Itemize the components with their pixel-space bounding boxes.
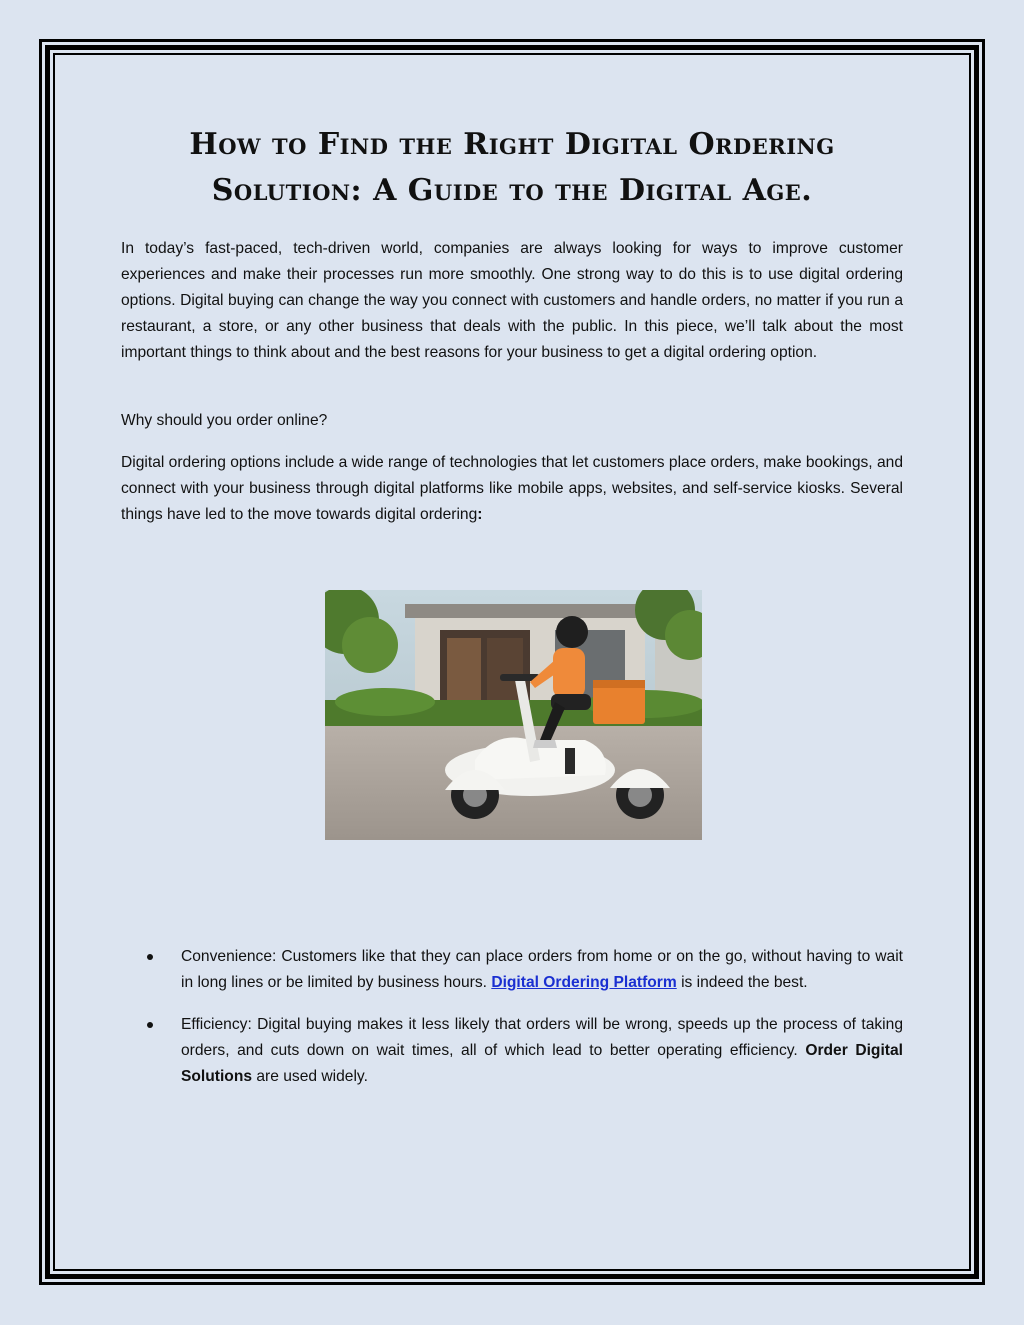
intro-paragraph: In today’s fast-paced, tech-driven world, companies are always looking for ways to improve customer experiences and make their processes run more smoothly. One strong way to do this is to use digital ordering options. Digital buying can change the way you connect with customers and handle orders, no matter if you run a restaurant, a store, or any other business that deals with the public. In this piece, we’ll talk about the most important things to think about and the best reasons for your business to get a digital ordering option. <box>121 240 903 361</box>
convenience-text: Convenience: Customers like that they can place orders from home or on the go, without having to wait in long lines or be limited by business hours. <box>181 948 903 991</box>
explanation-paragraph <box>121 450 903 528</box>
convenience-text-end: is indeed the best. <box>676 974 808 991</box>
bullet-icon <box>147 954 153 960</box>
delivery-scooter-photo <box>325 590 702 840</box>
document-title <box>120 122 904 214</box>
list-item-convenience <box>121 944 903 996</box>
benefits-list <box>121 944 903 1106</box>
list-item-efficiency <box>121 1012 903 1090</box>
digital-ordering-platform-link[interactable]: Digital Ordering Platform <box>491 974 677 991</box>
title-line-1: How to Find the Right Digital Ordering <box>189 127 835 162</box>
scooter-illustration <box>325 590 702 840</box>
explanation-colon: : <box>477 506 483 523</box>
efficiency-text-end: are used widely. <box>252 1068 368 1085</box>
efficiency-text: Efficiency: Digital buying makes it less likely that orders will be wrong, speeds up the process of taking orders, and cuts down on wait times, all of which lead to better operating efficiency. <box>181 1016 903 1059</box>
order-digital-solutions-bold: Order Digital Solutions <box>181 1042 903 1085</box>
title-line-2: Solution: A Guide to the Digital Age. <box>211 173 813 208</box>
question-paragraph: Why should you order online? <box>121 412 328 429</box>
explanation-text: Digital ordering options include a wide range of technologies that let customers place orders, make bookings, and connect with your business through digital platforms like mobile apps, websites, and self-service kiosks. Several things have led to the move towards digital ordering <box>121 454 903 523</box>
bullet-icon <box>147 1022 153 1028</box>
